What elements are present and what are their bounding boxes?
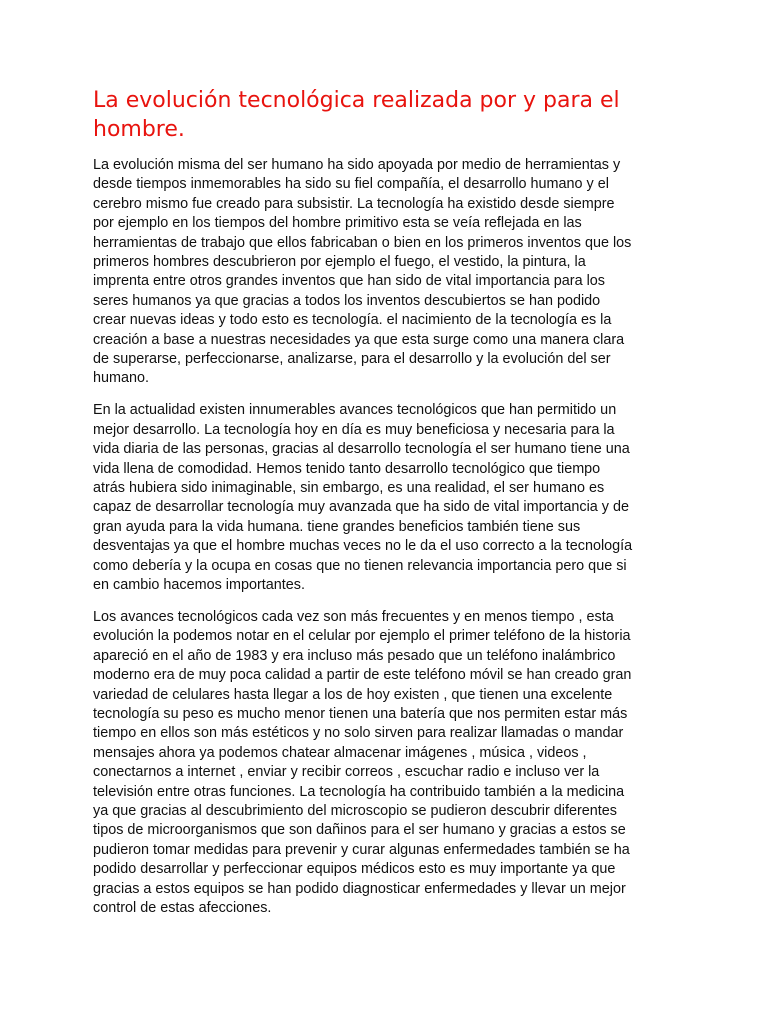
paragraph-1: La evolución misma del ser humano ha sido apoyada por medio de herramientas y desde tiempos inmemorables ha sido su fiel compañía, el desarrollo humano y el cerebro mismo fue creado para subsistir. La tecnología ha existido desde siempre por ejemplo en los tiempos del hombre primitivo esta se veía reflejada en las herramientas de trabajo que ellos fabricaban o bien en los primeros inventos que los primeros hombres descubrieron por ejemplo el fuego, el vestido, la pintura, la imprenta entre otros grandes inventos que han sido de vital importancia para los seres humanos ya que gracias a todos los inventos descubiertos se han podido crear nuevas ideas y todo esto es tecnología. el nacimiento de la tecnología es la creación a base a nuestras necesidades ya que esta surge como una manera clara de superarse, perfeccionarse, analizarse, para el desarrollo y la evolución del ser humano.: [93, 157, 632, 387]
document-title: La evolución tecnológica realizada por y para el hombre.: [93, 88, 620, 142]
paragraph-2: En la actualidad existen innumerables avances tecnológicos que han permitido un mejor desarrollo. La tecnología hoy en día es muy beneficiosa y necesaria para la vida diaria de las personas, gracias al desarrollo tecnología el ser humano tiene una vida llena de comodidad. Hemos tenido tanto desarrollo tecnológico que tiempo atrás hubiera sido inimaginable, sin embargo, es una realidad, el ser humano es capaz de desarrollar tecnología muy avanzada que ha sido de vital importancia y de gran ayuda para la vida humana. tiene grandes beneficios también tiene sus desventajas ya que el hombre muchas veces no le da el uso correcto a la tecnología como debería y la ocupa en cosas que no tienen relevancia importancia pero que si en cambio hacemos importantes.: [93, 402, 633, 594]
document-body: [93, 156, 683, 931]
paragraph-3: Los avances tecnológicos cada vez son más frecuentes y en menos tiempo , esta evolución la podemos notar en el celular por ejemplo el primer teléfono de la historia apareció en el año de 1983 y era incluso más pesado que un teléfono inalámbrico moderno era de muy poca calidad a partir de este teléfono móvil se han creado gran variedad de celulares hasta llegar a los de hoy existen , que tienen una excelente tecnología su peso es mucho menor tienen una batería que nos permiten estar más tiempo en ellos son más estéticos y no solo sirven para realizar llamadas o mandar mensajes ahora ya podemos chatear almacenar imágenes , música , videos , conectarnos a internet , enviar y recibir correos , escuchar radio e incluso ver la televisión entre otras funciones. La tecnología ha contribuido también a la medicina ya que gracias al descubrimiento del microscopio se pudieron descubrir diferentes tipos de microorganismos que son dañinos para el ser humano y gracias a estos se pudieron tomar medidas para prevenir y curar algunas enfermedades también se ha podido desarrollar y perfeccionar equipos médicos esto es muy importante ya que gracias a estos equipos se han podido diagnosticar enfermedades y llevar un mejor control de estas afecciones.: [93, 608, 632, 917]
